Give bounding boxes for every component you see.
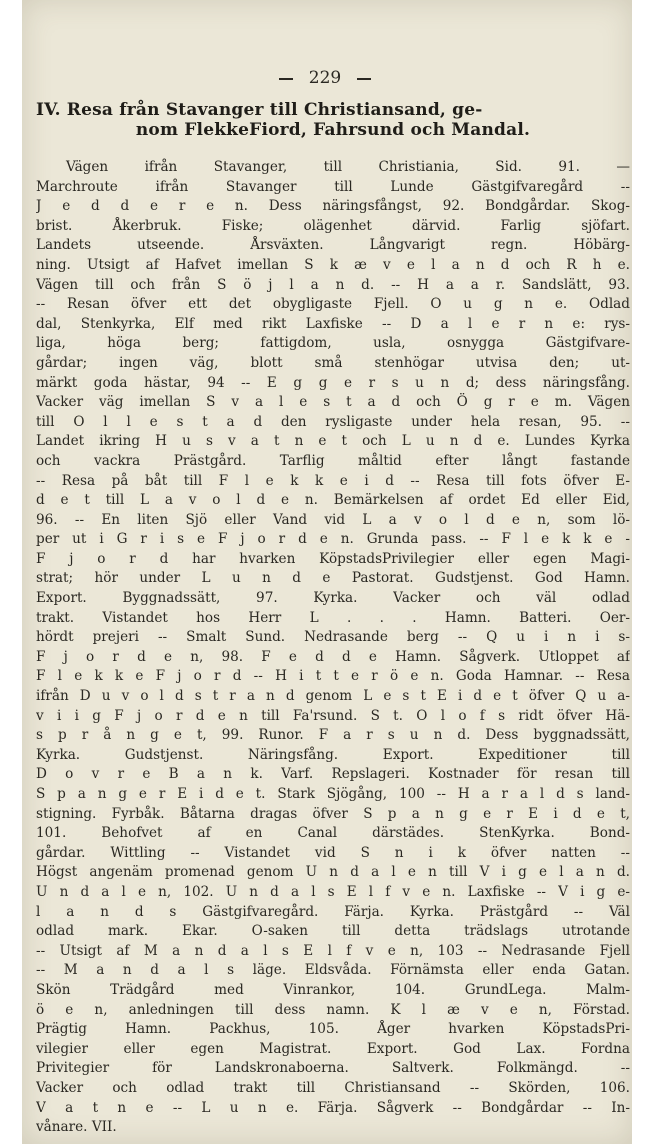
text-line: 101. Behofvet af en Canal därstädes. StenKyrka. Bond-: [36, 825, 630, 842]
chapter-heading-line-1: IV. Resa från Stavanger till Christiansand, ge-: [36, 100, 483, 120]
text-line: hördt prejeri -- Smalt Sund. Nedrasande berg -- Q u i n i s-: [36, 629, 630, 646]
text-line: märkt goda hästar, 94 -- E g g e r s u n d; dess näringsfång.: [36, 374, 630, 391]
text-line: -- Resa på båt till F l e k k e i d -- Resa till fots öfver E-: [36, 472, 630, 489]
text-line: vilegier eller egen Magistrat. Export. God Lax. Fordna: [36, 1040, 630, 1057]
text-line: vånare. VII.: [36, 1119, 117, 1136]
text-line: s p r å n g e t, 99. Runor. F a r s u n d. Dess byggnadssätt,: [36, 727, 630, 744]
text-line: brist. Åkerbruk. Fiske; olägenhet därvid. Farlig sjöfart.: [36, 217, 630, 234]
text-line: Högst angenäm promenad genom U n d a l e n till V i g e l a n d.: [36, 864, 630, 881]
text-line: Landets utseende. Årsväxten. Långvarigt regn. Höbärg-: [36, 237, 630, 254]
text-line: Export. Byggnadssätt, 97. Kyrka. Vacker och väl odlad: [36, 590, 630, 607]
left-dash: [279, 78, 293, 80]
text-line: Privitegier för Landskronaboerna. Saltverk. Folkmängd. --: [36, 1060, 630, 1077]
text-line: odlad mark. Ekar. O-saken till detta trädslags utrotande: [36, 923, 630, 940]
text-line: och vackra Prästgård. Tarflig måltid efter långt fastande: [36, 452, 630, 469]
text-line: trakt. Vistandet hos Herr L . . . Hamn. Batteri. Oer-: [36, 609, 630, 626]
text-line: -- Utsigt af M a n d a l s E l f v e n, 103 -- Nedrasande Fjell: [36, 942, 630, 959]
chapter-heading: [36, 100, 630, 140]
text-line: l a n d s Gästgifvaregård. Färja. Kyrka. Prästgård -- Väl: [36, 903, 630, 920]
text-line: dal, Stenkyrka, Elf med rikt Laxfiske -- D a l e r n e: rys-: [36, 315, 630, 332]
text-line: stigning. Fyrbåk. Båtarna dragas öfver S p a n g e r E i d e t,: [36, 805, 630, 822]
text-line: liga, höga berg; fattigdom, usla, osnygga Gästgifvare-: [36, 335, 630, 352]
text-line: J e d d e r e n. Dess näringsfångst, 92. Bondgårdar. Skog-: [36, 198, 630, 215]
text-line: gårdar. Wittling -- Vistandet vid S n i k öfver natten --: [36, 844, 630, 861]
text-line: V a t n e -- L u n e. Färja. Sågverk -- Bondgårdar -- In-: [36, 1099, 630, 1116]
text-line: -- M a n d a l s läge. Eldsvåda. Förnämsta eller enda Gatan.: [36, 962, 630, 979]
chapter-heading-line-2: nom FlekkeFiord, Fahrsund och Mandal.: [135, 120, 531, 140]
text-line: Landet ikring H u s v a t n e t och L u n d e. Lundes Kyrka: [36, 433, 630, 450]
text-line: Marchroute ifrån Stavanger till Lunde Gästgifvaregård --: [36, 178, 630, 195]
right-dash: [357, 78, 371, 80]
text-line: Vacker och odlad trakt till Christiansand -- Skörden, 106.: [36, 1079, 630, 1096]
text-line: -- Resan öfver ett det obygligaste Fjell. O u g n e. Odlad: [36, 296, 630, 313]
page-number: 229: [308, 68, 342, 88]
text-line: F j o r d har hvarken KöpstadsPrivilegier eller egen Magi-: [36, 550, 630, 567]
text-line: till O l l e s t a d den rysligaste under hela resan, 95. --: [36, 413, 630, 430]
text-line: Vägen till och från S ö j l a n d. -- H a a r. Sandslätt, 93.: [36, 276, 630, 293]
text-line: per ut i G r i s e F j o r d e n. Grunda pass. -- F l e k k e -: [36, 531, 630, 548]
text-line: strat; hör under L u n d e Pastorat. Gudstjenst. God Hamn.: [36, 570, 630, 587]
body-text: [36, 158, 630, 1138]
page-number-row: [0, 68, 650, 88]
text-line: U n d a l e n, 102. U n d a l s E l f v e n. Laxfiske -- V i g e-: [36, 883, 630, 900]
text-line: Vacker väg imellan S v a l e s t a d och Ö g r e m. Vägen: [36, 394, 630, 411]
text-line: d e t till L a v o l d e n. Bemärkelsen af ordet Ed eller Eid,: [36, 492, 630, 509]
text-line: ö e n, anledningen till dess namn. K l æ v e n, Förstad.: [36, 1001, 630, 1018]
text-line: v i i g F j o r d e n till Fa'rsund. S t. O l o f s ridt öfver Hä-: [36, 707, 630, 724]
text-line: Skön Trädgård med Vinrankor, 104. GrundLega. Malm-: [36, 981, 630, 998]
text-line: ning. Utsigt af Hafvet imellan S k æ v e l a n d och R h e.: [36, 256, 630, 273]
text-line: F l e k k e F j o r d -- H i t t e r ö e n. Goda Hamnar. -- Resa: [36, 668, 630, 685]
text-line: 96. -- En liten Sjö eller Vand vid L a v o l d e n, som lö-: [36, 511, 630, 528]
text-line: gårdar; ingen väg, blott små stenhögar utvisa den; ut-: [36, 354, 630, 371]
text-line: Kyrka. Gudstjenst. Näringsfång. Export. Expeditioner till: [36, 746, 630, 763]
text-line: Vägen ifrån Stavanger, till Christiania, Sid. 91. —: [66, 159, 630, 175]
text-line: S p a n g e r E i d e t. Stark Sjögång, 100 -- H a r a l d s land-: [36, 786, 630, 802]
text-line: Prägtig Hamn. Packhus, 105. Åger hvarken KöpstadsPri-: [36, 1021, 630, 1038]
text-line: F j o r d e n, 98. F e d d e Hamn. Sågverk. Utloppet af: [36, 648, 630, 665]
text-line: D o v r e B a n k. Varf. Repslageri. Kostnader för resan till: [36, 766, 630, 783]
text-line: ifrån D u v o l d s t r a n d genom L e s t E i d e t öfver Q u a-: [36, 688, 630, 705]
